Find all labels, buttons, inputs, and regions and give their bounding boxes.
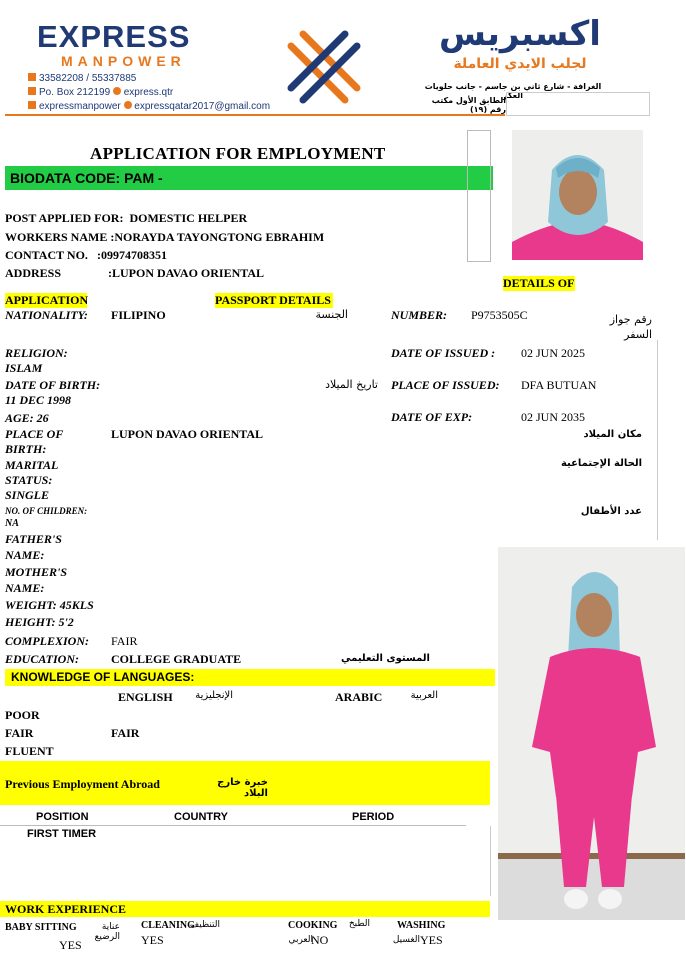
pob-value: LUPON DAVAO ORIENTAL <box>111 427 264 441</box>
english-level-value: FAIR <box>111 726 140 740</box>
washing-value: YES <box>420 933 443 947</box>
pob-label-2: BIRTH: <box>5 442 47 456</box>
baby-sitting-value: YES <box>59 938 82 952</box>
baby-sitting-label: BABY SITTING <box>5 922 77 933</box>
work-experience-header: WORK EXPERIENCE <box>0 901 490 917</box>
religion-value: ISLAM <box>5 361 43 375</box>
header-input-box <box>506 92 650 116</box>
contact-label: CONTACT NO. <box>5 248 88 262</box>
employment-header-ar: خبرة خارج البلاد <box>217 777 268 799</box>
religion-label: RELIGION: <box>5 346 68 360</box>
passport-details-header: PASSPORT DETAILS <box>215 293 333 308</box>
employment-divider <box>0 825 466 826</box>
passport-number-label: NUMBER: <box>391 308 448 322</box>
right-vertical-line <box>657 340 658 540</box>
fair-label: FAIR <box>5 726 34 740</box>
applicant-portrait-photo <box>512 130 643 260</box>
nationality-label: NATIONALITY: <box>5 308 88 322</box>
children-ar: عدد الأطفال <box>580 506 642 517</box>
address-label: ADDRESS <box>5 266 62 280</box>
position-header: POSITION <box>36 811 89 823</box>
arabic-address: الغرافة - شارع ثاني بن جاسم - جانب حلويات العكر <box>424 82 602 100</box>
cleaning-value: YES <box>141 933 164 947</box>
weight-label: WEIGHT: 45KLS <box>5 598 94 612</box>
address-value: :LUPON DAVAO ORIENTAL <box>108 266 265 280</box>
date-exp-value: 02 JUN 2035 <box>521 410 586 424</box>
children-value: NA <box>5 518 19 529</box>
arabic-address-2: الطابق الأول مكتب رقم (١٩) <box>431 96 506 114</box>
applicant-full-body-photo <box>498 547 685 920</box>
marital-label-1: MARITAL <box>5 458 59 472</box>
baby-sitting-ar: عناية الرضيع <box>94 922 120 942</box>
date-exp-label: DATE OF EXP: <box>391 410 473 424</box>
contact-block <box>28 72 270 114</box>
post-value: DOMESTIC HELPER <box>129 211 248 225</box>
fluent-label: FLUENT <box>5 744 54 758</box>
name-row <box>5 230 324 245</box>
marital-label-2: STATUS: <box>5 473 53 487</box>
employment-right-line <box>490 826 491 896</box>
logo-ex-text: EX <box>37 19 81 54</box>
date-issued-label: DATE OF ISSUED : <box>391 346 496 360</box>
passport-number-ar: رقم جواز السفر <box>609 313 652 341</box>
marital-value: SINGLE <box>5 488 50 502</box>
nationality-ar: الجنسة <box>315 308 348 321</box>
dob-ar: تاريخ الميلاد <box>325 378 378 391</box>
name-label: WORKERS NAME : <box>5 230 115 244</box>
place-issued-value: DFA BUTUAN <box>521 378 597 392</box>
arabic-ar: العربية <box>410 690 438 701</box>
cooking-ar: الطبخ <box>348 919 370 929</box>
age-label: AGE: 26 <box>5 411 49 425</box>
cleaning-ar: التنظيف <box>189 920 220 930</box>
application-header: APPLICATION <box>5 293 89 307</box>
contact-value: :09974708351 <box>97 248 167 262</box>
arabic-logo-name: اكسبريس <box>439 14 601 54</box>
company-logo <box>37 20 227 70</box>
logo-press-text: PRESS <box>80 19 191 54</box>
father-label-2: NAME: <box>5 548 45 562</box>
biodata-code-bar: BIODATA CODE: PAM - <box>5 166 493 190</box>
first-timer-value: FIRST TIMER <box>27 828 97 840</box>
mail-box-icon <box>28 87 36 95</box>
phones-text: 33582208 / 55337885 <box>39 73 137 84</box>
employment-header: Previous Employment Abroad <box>5 777 160 791</box>
english-label: ENGLISH <box>118 690 173 704</box>
pobox-text: Po. Box 212199 <box>39 87 111 98</box>
father-label-1: FATHER'S <box>5 532 62 546</box>
facebook-icon <box>113 87 121 95</box>
dob-label: DATE OF BIRTH: <box>5 378 101 392</box>
mother-label-1: MOTHER'S <box>5 565 68 579</box>
arabic-label: ARABIC <box>335 690 383 704</box>
phone-icon <box>28 73 36 81</box>
poor-label: POOR <box>5 708 40 722</box>
pob-ar: مكان الميلاد <box>583 429 642 440</box>
post-row <box>5 211 247 226</box>
employment-header-bar <box>0 761 490 805</box>
instagram-icon <box>28 101 36 109</box>
education-value: COLLEGE GRADUATE <box>111 652 242 666</box>
date-issued-value: 02 JUN 2025 <box>521 346 586 360</box>
complexion-label: COMPLEXION: <box>5 634 90 648</box>
complexion-value: FAIR <box>111 634 138 648</box>
instagram-text: expressmanpower <box>39 101 121 112</box>
name-value: NORAYDA TAYONGTONG EBRAHIM <box>114 230 325 244</box>
nationality-value: FILIPINO <box>111 308 166 322</box>
pob-label-1: PLACE OF <box>5 427 64 441</box>
country-header: COUNTRY <box>174 811 228 823</box>
height-label: HEIGHT: 5'2 <box>5 615 74 629</box>
education-ar: المستوى التعليمي <box>341 653 430 664</box>
washing-ar: الغسيل <box>392 935 420 945</box>
cooking-label: COOKING <box>288 920 338 931</box>
emblem-icon <box>283 26 365 108</box>
washing-label: WASHING <box>397 920 446 931</box>
header-divider <box>5 114 505 116</box>
english-ar: الإنجليزية <box>195 690 233 701</box>
languages-header: KNOWLEDGE OF LANGUAGES: <box>5 669 495 686</box>
arabic-logo-sub: لجلب الايدي العاملة <box>453 56 587 72</box>
email-text: expressqatar2017@gmail.com <box>134 101 271 112</box>
dob-value: 11 DEC 1998 <box>5 393 72 407</box>
cooking-value: NO <box>311 933 329 947</box>
period-header: PERIOD <box>352 811 395 823</box>
education-label: EDUCATION: <box>5 652 80 666</box>
cooking-value-ar: العربي <box>288 935 313 945</box>
details-of-label: DETAILS OF <box>503 276 575 290</box>
cleaning-label: CLEANING <box>141 920 195 931</box>
marital-ar: الحالة الإجتماعية <box>560 458 642 469</box>
mother-label-2: NAME: <box>5 581 45 595</box>
post-label: POST APPLIED FOR: <box>5 211 124 225</box>
logo-subtitle: MANPOWER <box>61 53 186 69</box>
passport-number-value: P9753505C <box>471 308 528 322</box>
page-title: APPLICATION FOR EMPLOYMENT <box>90 144 386 163</box>
children-label: NO. OF CHILDREN: <box>5 506 88 516</box>
place-issued-label: PLACE OF ISSUED: <box>391 378 500 392</box>
facebook-text: express.qtr <box>123 87 174 98</box>
email-icon <box>124 101 132 109</box>
vertical-box <box>467 130 491 262</box>
